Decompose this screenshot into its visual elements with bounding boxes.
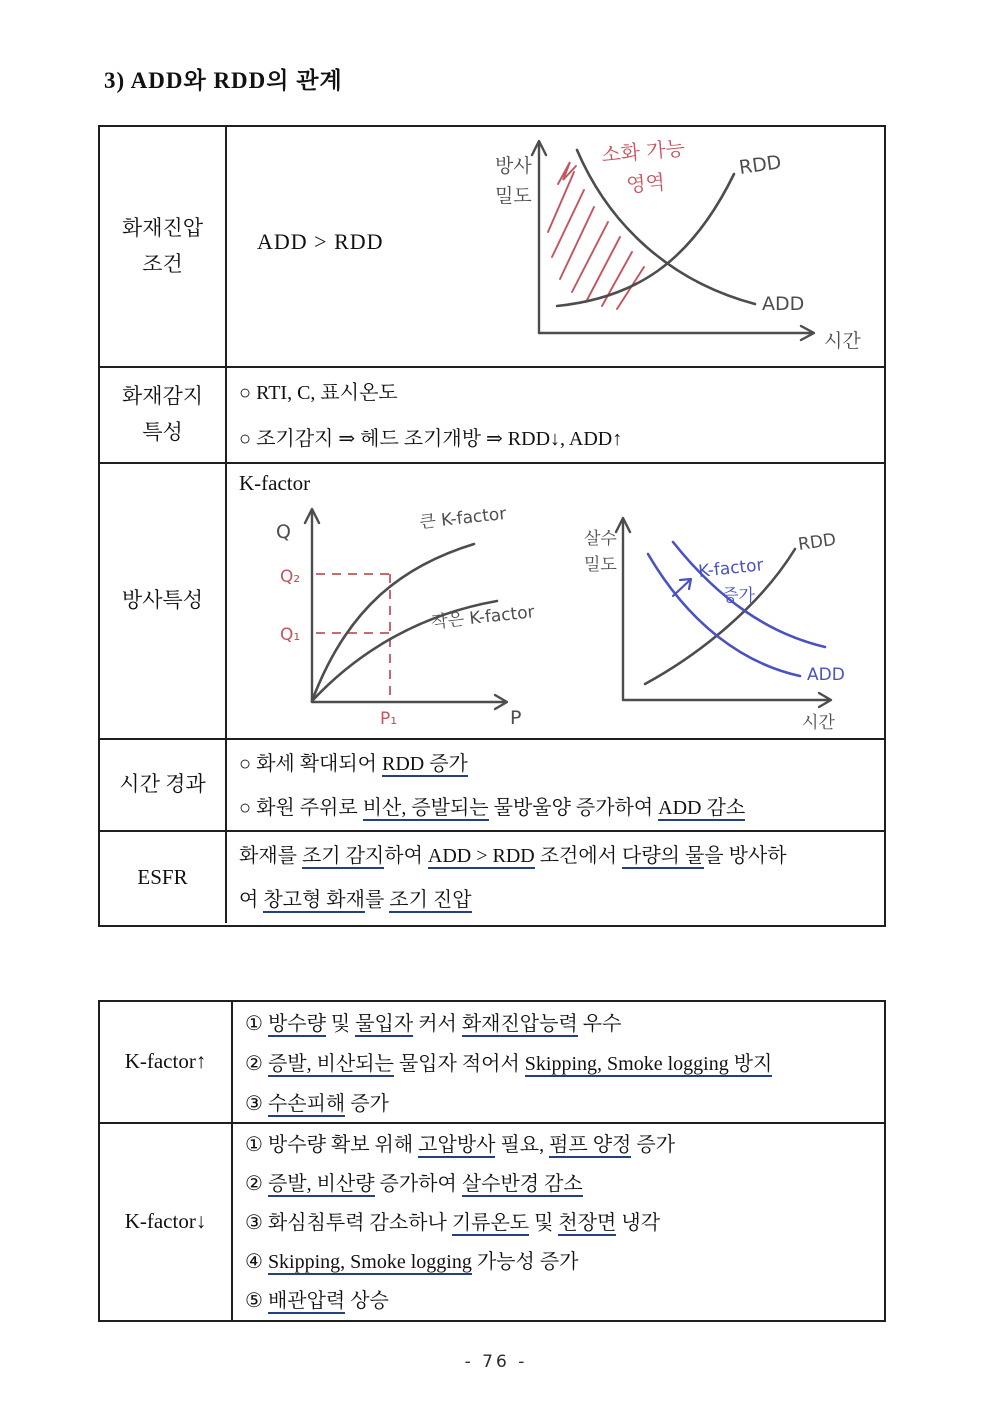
text-line [239,878,884,922]
row-content [227,368,884,462]
y-axis-label: Q [276,521,291,543]
k-factor-increase-annotation-line1: K-factor [697,555,765,582]
underlined-text: 천장면 [558,1212,617,1234]
extinguish-area-annotation-line2: 영역 [625,169,666,197]
y-axis-label-line1: 살수 [584,529,617,549]
table-row-k-factor-down [100,1124,884,1320]
plain-text: ○ 화세 확대되어 [239,753,382,775]
small-k-factor-label: 작은 K-factor [430,602,536,633]
row-header: K-factor↓ [100,1124,233,1320]
k-factor-caption: K-factor [239,471,311,495]
underlined-text: 펌프 양정 [549,1134,632,1156]
underlined-text: 살수반경 감소 [461,1173,583,1195]
text-line [245,1084,884,1124]
underlined-text: 배관압력 [267,1290,346,1312]
row-header: 화재감지 특성 [100,368,227,462]
table-row-k-factor-up [100,1002,884,1124]
underlined-text: ADD > RDD [427,845,535,867]
text-line [245,1243,884,1282]
row-header: 방사특성 [100,464,227,738]
row-content [233,1124,884,1320]
plain-text: 냉각 [616,1212,661,1234]
k-factor-increase-annotation-line2: 증가 [722,586,755,606]
underlined-text: 조기 감지 [301,845,385,867]
text-line [245,1204,884,1243]
table-row-detection-characteristics [100,368,884,464]
k-factor-qp-graph [252,496,582,736]
text-line [245,1044,884,1084]
text-line [239,786,884,830]
plain-text: ○ 조기감지 ⇒ 헤드 조기개방 ⇒ RDD↓, ADD↑ [239,428,623,450]
plain-text: 상승 [345,1290,389,1312]
plain-text: ⑤ [245,1290,268,1312]
row-header: 시간 경과 [100,740,227,830]
k-factor-density-time-graph [580,494,890,739]
underlined-text: RDD 증가 [382,753,468,775]
row-header: ESFR [100,832,227,923]
plain-text: 을 방사하 [704,845,787,867]
add-curve-label: ADD [807,665,845,685]
underlined-text: 물입자 [355,1013,414,1035]
plain-text: 화재를 [239,845,302,867]
row-content [227,740,884,830]
plain-text: 및 [529,1212,559,1234]
plain-text: ④ [245,1251,268,1273]
underlined-text: ADD 감소 [658,797,746,819]
plain-text: 조건에서 [534,845,623,867]
row-header: 화재진압 조건 [100,127,227,366]
plain-text: ③ 화심침투력 감소하나 [245,1212,452,1234]
x-axis-label: 시간 [824,330,861,352]
underlined-text: Skipping, Smoke logging 방지 [524,1053,773,1075]
text-line [245,1004,884,1044]
plain-text: ③ [245,1093,268,1115]
plain-text: ① 방수량 확보 위해 [245,1134,419,1156]
underlined-text: 창고형 화재 [263,889,365,911]
k-factor-comparison-table [98,1000,886,1322]
plain-text: 증가 [345,1093,389,1115]
plain-text: 및 [325,1013,356,1035]
add-gt-rdd-text: ADD > RDD [257,229,384,254]
y-axis-label-line2: 밀도 [584,555,617,575]
underlined-text: 화재진압능력 [461,1013,578,1035]
plain-text: 증가 [631,1134,676,1156]
plain-text: 를 [364,889,390,911]
rdd-curve-label: RDD [796,529,838,555]
plain-text: ○ RTI, C, 표시온도 [239,382,398,404]
add-rdd-time-graph [462,132,887,354]
rdd-curve-label: RDD [737,151,783,179]
table-row-time-elapse [100,740,884,832]
underlined-text: 증발, 비산되는 [267,1053,394,1075]
plain-text: ○ 화원 주위로 [239,797,363,819]
extinguish-area-annotation-line1: 소화 가능 [600,135,686,167]
row-content [227,832,884,923]
plain-text: 여 [239,889,264,911]
plain-text: 물방울양 증가하여 [488,797,659,819]
plain-text: ② [245,1053,268,1075]
underlined-text: 조기 진압 [389,889,472,911]
page-number: - 76 - [464,1352,528,1372]
text-line [245,1165,884,1204]
plain-text: ① [245,1013,268,1035]
add-curve-label: ADD [762,293,805,315]
underlined-text: Skipping, Smoke logging [267,1251,472,1273]
underlined-text: 기류온도 [451,1212,530,1234]
row-header: K-factor↑ [100,1002,233,1122]
plain-text: 물입자 적어서 [393,1053,525,1075]
k-factor-increase-arrow-icon [673,579,691,596]
plain-text: 증가하여 [374,1173,462,1195]
underlined-text: 수손피해 [267,1093,346,1115]
x-axis-label: 시간 [802,713,835,733]
text-line [239,834,884,878]
text-line [239,742,884,786]
p1-tick-label: P₁ [380,709,398,729]
table-row-esfr [100,832,884,923]
row-content [233,1002,884,1122]
plain-text: ② [245,1173,268,1195]
text-line [239,370,884,416]
text-line [245,1126,884,1165]
plain-text: 하여 [384,845,428,867]
big-k-factor-label: 큰 K-factor [418,503,508,533]
underlined-text: 증발, 비산량 [267,1173,375,1195]
plain-text: 가능성 증가 [471,1251,579,1273]
plain-text: 커서 [413,1013,462,1035]
text-line [239,416,884,462]
x-axis-label: P [510,707,522,729]
text-line [245,1282,884,1321]
plain-text: 필요, [495,1134,550,1156]
underlined-text: 방수량 [267,1013,326,1035]
page-title: 3) ADD와 RDD의 관계 [104,68,343,93]
plain-text: 우수 [577,1013,622,1035]
q1-tick-label: Q₁ [280,625,301,645]
y-axis-label-line1: 방사 [495,155,532,177]
add-curve [577,150,755,304]
underlined-text: 비산, 증발되는 [362,797,489,819]
underlined-text: 다량의 물 [622,845,705,867]
q2-tick-label: Q₂ [280,567,301,587]
underlined-text: 고압방사 [418,1134,496,1156]
y-axis-label-line2: 밀도 [495,185,532,207]
